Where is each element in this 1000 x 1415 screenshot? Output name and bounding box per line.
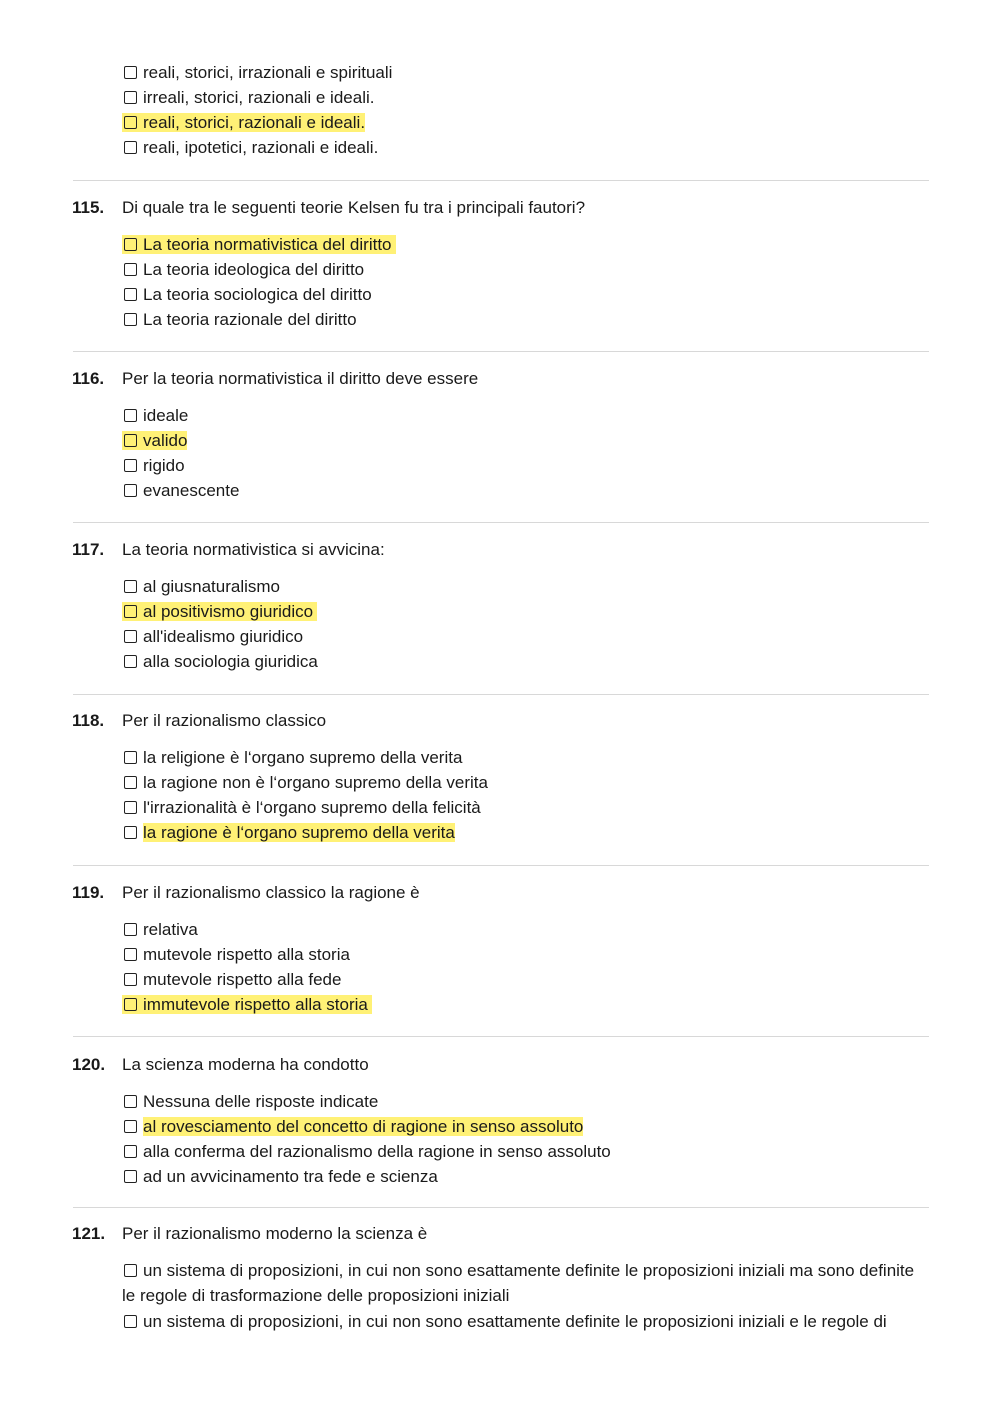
answer-option-correct[interactable] [122,110,922,135]
correct-highlight [143,1117,583,1136]
checkbox-icon[interactable] [124,66,137,79]
answer-option[interactable] [122,624,932,649]
question-text: Di quale tra le seguenti teorie Kelsen fu tra i principali fautori? [122,198,586,217]
answer-text: alla sociologia giuridica [143,652,318,671]
answer-text: Nessuna delle risposte indicate [143,1092,379,1111]
answer-text: la ragione è l‘organo supremo della verita [143,823,455,842]
answer-option[interactable] [122,282,932,307]
checkbox-icon[interactable] [124,459,137,472]
question-number: 119. [72,883,105,902]
checkbox-icon[interactable] [124,998,137,1011]
question-117 [72,537,932,674]
answer-text: ideale [143,406,189,425]
answer-text: immutevole rispetto alla storia [143,995,368,1014]
question-number: 117. [72,540,105,559]
answer-text: un sistema di proposizioni, in cui non sono esattamente definite le proposizioni iniziali e le regole di [143,1312,887,1331]
question-number: 116. [72,369,105,388]
answer-text: evanescente [143,481,240,500]
answer-text: irreali, storici, razionali e ideali. [143,88,375,107]
answer-option[interactable] [122,85,922,110]
checkbox-icon[interactable] [124,1264,137,1277]
answer-text: ad un avvicinamento tra fede e scienza [143,1167,438,1186]
checkbox-icon[interactable] [124,1315,137,1328]
question-divider [73,1036,929,1037]
checkbox-icon[interactable] [124,1145,137,1158]
answer-option[interactable] [122,967,932,992]
question-text: La scienza moderna ha condotto [122,1055,369,1074]
question-118 [72,708,932,845]
checkbox-icon[interactable] [124,751,137,764]
correct-highlight [122,113,365,132]
checkbox-icon[interactable] [124,605,137,618]
answer-option[interactable] [122,1139,932,1164]
checkbox-icon[interactable] [124,1170,137,1183]
answer-text: La teoria ideologica del diritto [143,260,365,279]
question-121 [72,1221,932,1334]
answer-text: alla conferma del razionalismo della ragione in senso assoluto [143,1142,611,1161]
question-number: 120. [72,1055,106,1074]
answer-option[interactable] [122,649,932,674]
answer-option-correct[interactable] [122,232,932,257]
checkbox-icon[interactable] [124,801,137,814]
answer-text: mutevole rispetto alla fede [143,970,342,989]
answer-text: al giusnaturalismo [143,577,281,596]
question-divider [73,865,929,866]
checkbox-icon[interactable] [124,1095,137,1108]
checkbox-icon[interactable] [124,484,137,497]
checkbox-icon[interactable] [124,776,137,789]
question-text: La teoria normativistica si avvicina: [122,540,385,559]
checkbox-icon[interactable] [124,826,137,839]
answer-text: la ragione non è l‘organo supremo della verita [143,773,488,792]
question-text: Per il razionalismo moderno la scienza è [122,1224,428,1243]
question-number: 115. [72,198,105,217]
correct-highlight [122,995,372,1014]
question-text: Per il razionalismo classico la ragione è [122,883,420,902]
answer-option[interactable] [122,478,932,503]
answer-option[interactable] [122,403,932,428]
checkbox-icon[interactable] [124,91,137,104]
checkbox-icon[interactable] [124,923,137,936]
answer-text: al positivismo giuridico [143,602,314,621]
answer-text: mutevole rispetto alla storia [143,945,350,964]
prev-question-options [122,60,922,160]
correct-highlight [122,431,187,450]
question-119 [72,880,932,1017]
question-divider [73,1207,929,1208]
checkbox-icon[interactable] [124,238,137,251]
answer-option[interactable] [122,795,932,820]
question-divider [73,180,929,181]
answer-option-correct[interactable] [122,820,932,845]
question-number: 118. [72,711,105,730]
answer-option-correct[interactable] [122,992,932,1017]
answer-text: La teoria razionale del diritto [143,310,357,329]
checkbox-icon[interactable] [124,288,137,301]
answer-option[interactable] [122,1309,922,1334]
checkbox-icon[interactable] [124,973,137,986]
question-116 [72,366,932,503]
checkbox-icon[interactable] [124,948,137,961]
correct-highlight [122,235,396,254]
checkbox-icon[interactable] [124,116,137,129]
answer-option[interactable] [122,60,922,85]
answer-text: reali, ipotetici, razionali e ideali. [143,138,379,157]
answer-text: all'idealismo giuridico [143,627,304,646]
question-divider [73,522,929,523]
answer-option-correct[interactable] [122,428,932,453]
answer-text: al rovesciamento del concetto di ragione in senso assoluto [143,1117,584,1136]
question-number: 121. [72,1224,106,1243]
checkbox-icon[interactable] [124,313,137,326]
answer-option[interactable] [122,574,932,599]
checkbox-icon[interactable] [124,434,137,447]
answer-option[interactable] [122,770,932,795]
question-divider [73,694,929,695]
answer-option[interactable] [122,745,932,770]
answer-text: reali, storici, razionali e ideali. [143,113,366,132]
answer-option[interactable] [122,135,922,160]
answer-option[interactable] [122,453,932,478]
answer-text: un sistema di proposizioni, in cui non sono esattamente definite le proposizioni iniziali ma sono definite le regole di trasformazione delle proposizioni iniziali [122,1261,915,1305]
answer-option[interactable] [122,257,932,282]
correct-highlight [143,823,455,842]
answer-option[interactable] [122,942,932,967]
checkbox-icon[interactable] [124,1120,137,1133]
question-115 [72,195,932,332]
answer-option[interactable] [122,1164,932,1189]
question-text: Per la teoria normativistica il diritto deve essere [122,369,479,388]
checkbox-icon[interactable] [124,580,137,593]
answer-text: La teoria sociologica del diritto [143,285,372,304]
answer-text: relativa [143,920,198,939]
answer-option-correct[interactable] [122,599,932,624]
answer-text: rigido [143,456,185,475]
checkbox-icon[interactable] [124,630,137,643]
correct-highlight [122,602,317,621]
answer-text: La teoria normativistica del diritto [143,235,392,254]
answer-text: l'irrazionalità è l‘organo supremo della felicità [143,798,481,817]
question-120 [72,1052,932,1189]
answer-text: reali, storici, irrazionali e spirituali [143,63,393,82]
checkbox-icon[interactable] [124,141,137,154]
answer-option[interactable] [122,1258,922,1308]
checkbox-icon[interactable] [124,655,137,668]
answer-option[interactable] [122,917,932,942]
question-text: Per il razionalismo classico [122,711,327,730]
checkbox-icon[interactable] [124,263,137,276]
answer-option-correct[interactable] [122,1114,932,1139]
answer-option[interactable] [122,307,932,332]
question-divider [73,351,929,352]
answer-text: valido [143,431,188,450]
answer-option[interactable] [122,1089,932,1114]
checkbox-icon[interactable] [124,409,137,422]
answer-text: la religione è l‘organo supremo della verita [143,748,463,767]
